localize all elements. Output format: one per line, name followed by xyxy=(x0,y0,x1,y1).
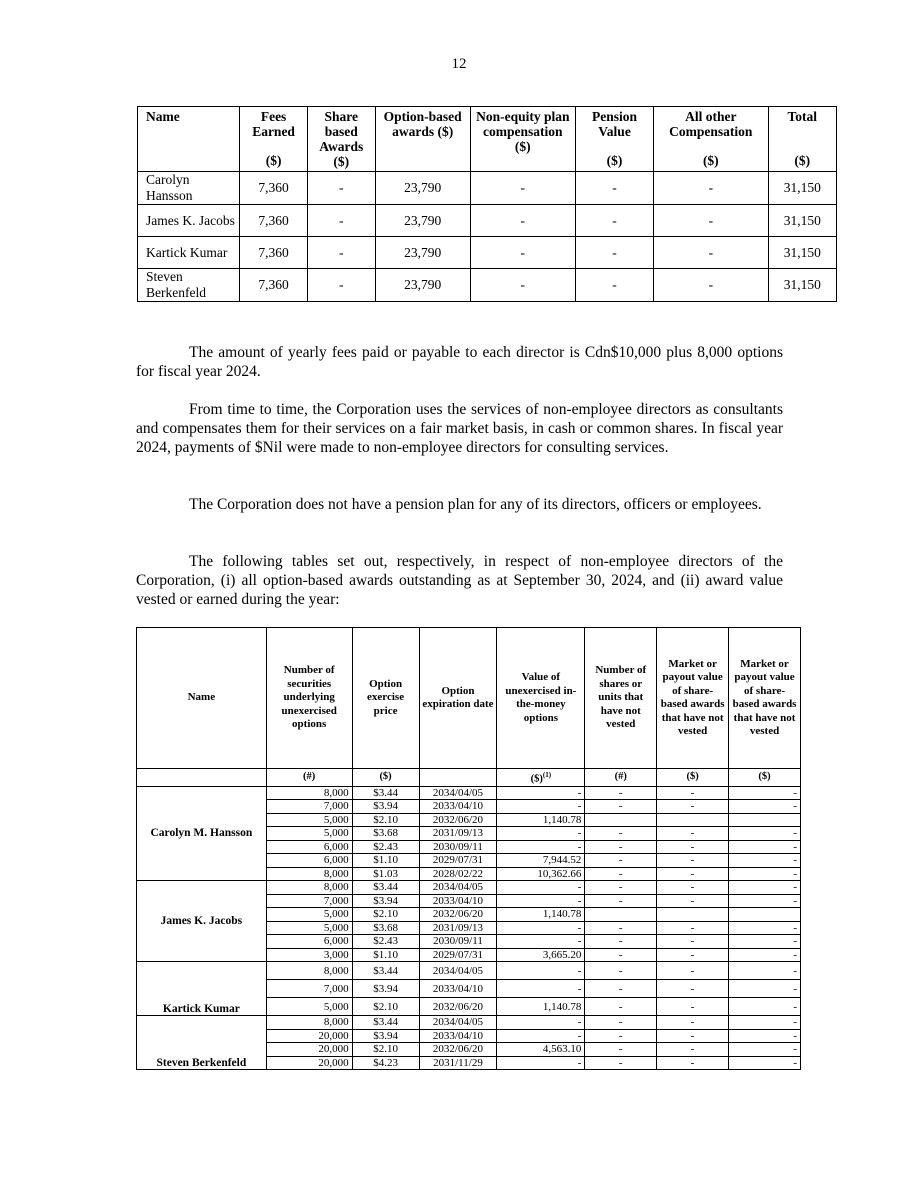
table-row: 8,000 $1.03 2028/02/22 10,362.66 - - - xyxy=(137,867,801,881)
column-header: Name xyxy=(138,107,240,172)
director-name: Carolyn M. Hansson xyxy=(137,786,267,881)
value-unit-with-footnote: ($)$^{(1)}$ xyxy=(497,769,585,787)
table-row: 20,000 $4.23 2031/11/29 - - - - xyxy=(137,1056,801,1070)
paragraph-director-fees: The amount of yearly fees paid or payable to each director is Cdn$10,000 plus 8,000 options for fiscal year 2024. xyxy=(136,344,783,380)
column-header: Non-equity plan compensation ($) xyxy=(470,107,575,172)
director-name: Steven Berkenfeld xyxy=(137,1016,267,1070)
units-row: (#) ($) ($)$^{(1)}$ (#) ($) ($) xyxy=(137,769,801,787)
page-number: 12 xyxy=(451,56,467,72)
column-header: Number of shares or units that have not vested xyxy=(585,628,657,769)
column-header: Option-based awards ($) xyxy=(375,107,470,172)
table-row: James K. Jacobs 7,360 - 23,790 - - - 31,150 xyxy=(138,205,837,237)
table-header-row xyxy=(137,628,801,769)
table-row: Steven Berkenfeld 8,000 $3.44 2034/04/05 - - - - xyxy=(137,1016,801,1030)
table-row: 5,000 $2.10 2032/06/20 1,140.78 - - - xyxy=(137,998,801,1016)
column-header: Share based Awards ($) xyxy=(307,107,375,172)
table-row: Steven Berkenfeld 7,360 - 23,790 - - - 31,150 xyxy=(138,269,837,302)
director-name: James K. Jacobs xyxy=(137,881,267,962)
column-header: Option exercise price xyxy=(352,628,419,769)
table-row: 5,000 $3.68 2031/09/13 - - - - xyxy=(137,921,801,935)
table-row: 7,000 $3.94 2033/04/10 - - - - xyxy=(137,980,801,998)
column-header: Number of securities underlying unexercised options xyxy=(266,628,352,769)
table-row: Carolyn M. Hansson 8,000 $3.44 2034/04/05 - - - - xyxy=(137,786,801,800)
table-row: 5,000 $3.68 2031/09/13 - - - - xyxy=(137,827,801,841)
table-row: Carolyn Hansson 7,360 - 23,790 - - - 31,150 xyxy=(138,172,837,205)
table-row: Kartick Kumar 8,000 $3.44 2034/04/05 - - - - xyxy=(137,962,801,980)
table-row: 20,000 $3.94 2033/04/10 - - - - xyxy=(137,1029,801,1043)
paragraph-consulting-services: From time to time, the Corporation uses the services of non-employee directors as consultants and compensates them for their services on a fair market basis, in cash or common shares. In fiscal year 2024, payments of $Nil were made to non-employee directors for consulting services. xyxy=(136,401,783,456)
column-header: Market or payout value of share-based awards that have not vested xyxy=(657,628,729,769)
table-row: 7,000 $3.94 2033/04/10 - - - - xyxy=(137,894,801,908)
table-row: 7,000 $3.94 2033/04/10 - - - - xyxy=(137,800,801,814)
table-row: 6,000 $2.43 2030/09/11 - - - - xyxy=(137,840,801,854)
column-header: Option expiration date xyxy=(419,628,497,769)
table-row: James K. Jacobs 8,000 $3.44 2034/04/05 - - - - xyxy=(137,881,801,895)
paragraph-pension-plan: The Corporation does not have a pension plan for any of its directors, officers or employees. xyxy=(189,496,762,513)
column-header: Pension Value ($) xyxy=(576,107,654,172)
column-header: Total ($) xyxy=(768,107,836,172)
director-name: Kartick Kumar xyxy=(137,962,267,1016)
table-row: 6,000 $1.10 2029/07/31 7,944.52 - - - xyxy=(137,854,801,868)
table-row: 5,000 $2.10 2032/06/20 1,140.78 xyxy=(137,813,801,827)
column-header: Fees Earned ($) xyxy=(240,107,308,172)
table-row: 3,000 $1.10 2029/07/31 3,665.20 - - - xyxy=(137,948,801,962)
table-row: 6,000 $2.43 2030/09/11 - - - - xyxy=(137,935,801,949)
paragraph-tables-intro: The following tables set out, respectively, in respect of non-employee directors of the Corporation, (i) all option-based awards outstanding as at September 30, 2024, and (ii) award value vested or earned during the year: xyxy=(136,553,783,608)
table-header-row xyxy=(138,107,837,172)
table-row: 5,000 $2.10 2032/06/20 1,140.78 xyxy=(137,908,801,922)
director-compensation-table xyxy=(137,106,837,302)
column-header: Name xyxy=(137,628,267,769)
column-header: All other Compensation ($) xyxy=(654,107,768,172)
table-row: 20,000 $2.10 2032/06/20 4,563.10 - - - xyxy=(137,1043,801,1057)
outstanding-option-awards-table xyxy=(136,627,801,1070)
table-row: Kartick Kumar 7,360 - 23,790 - - - 31,150 xyxy=(138,237,837,269)
column-header: Market or payout value of share-based awards that have not vested xyxy=(729,628,801,769)
column-header: Value of unexercised in-the-money options xyxy=(497,628,585,769)
